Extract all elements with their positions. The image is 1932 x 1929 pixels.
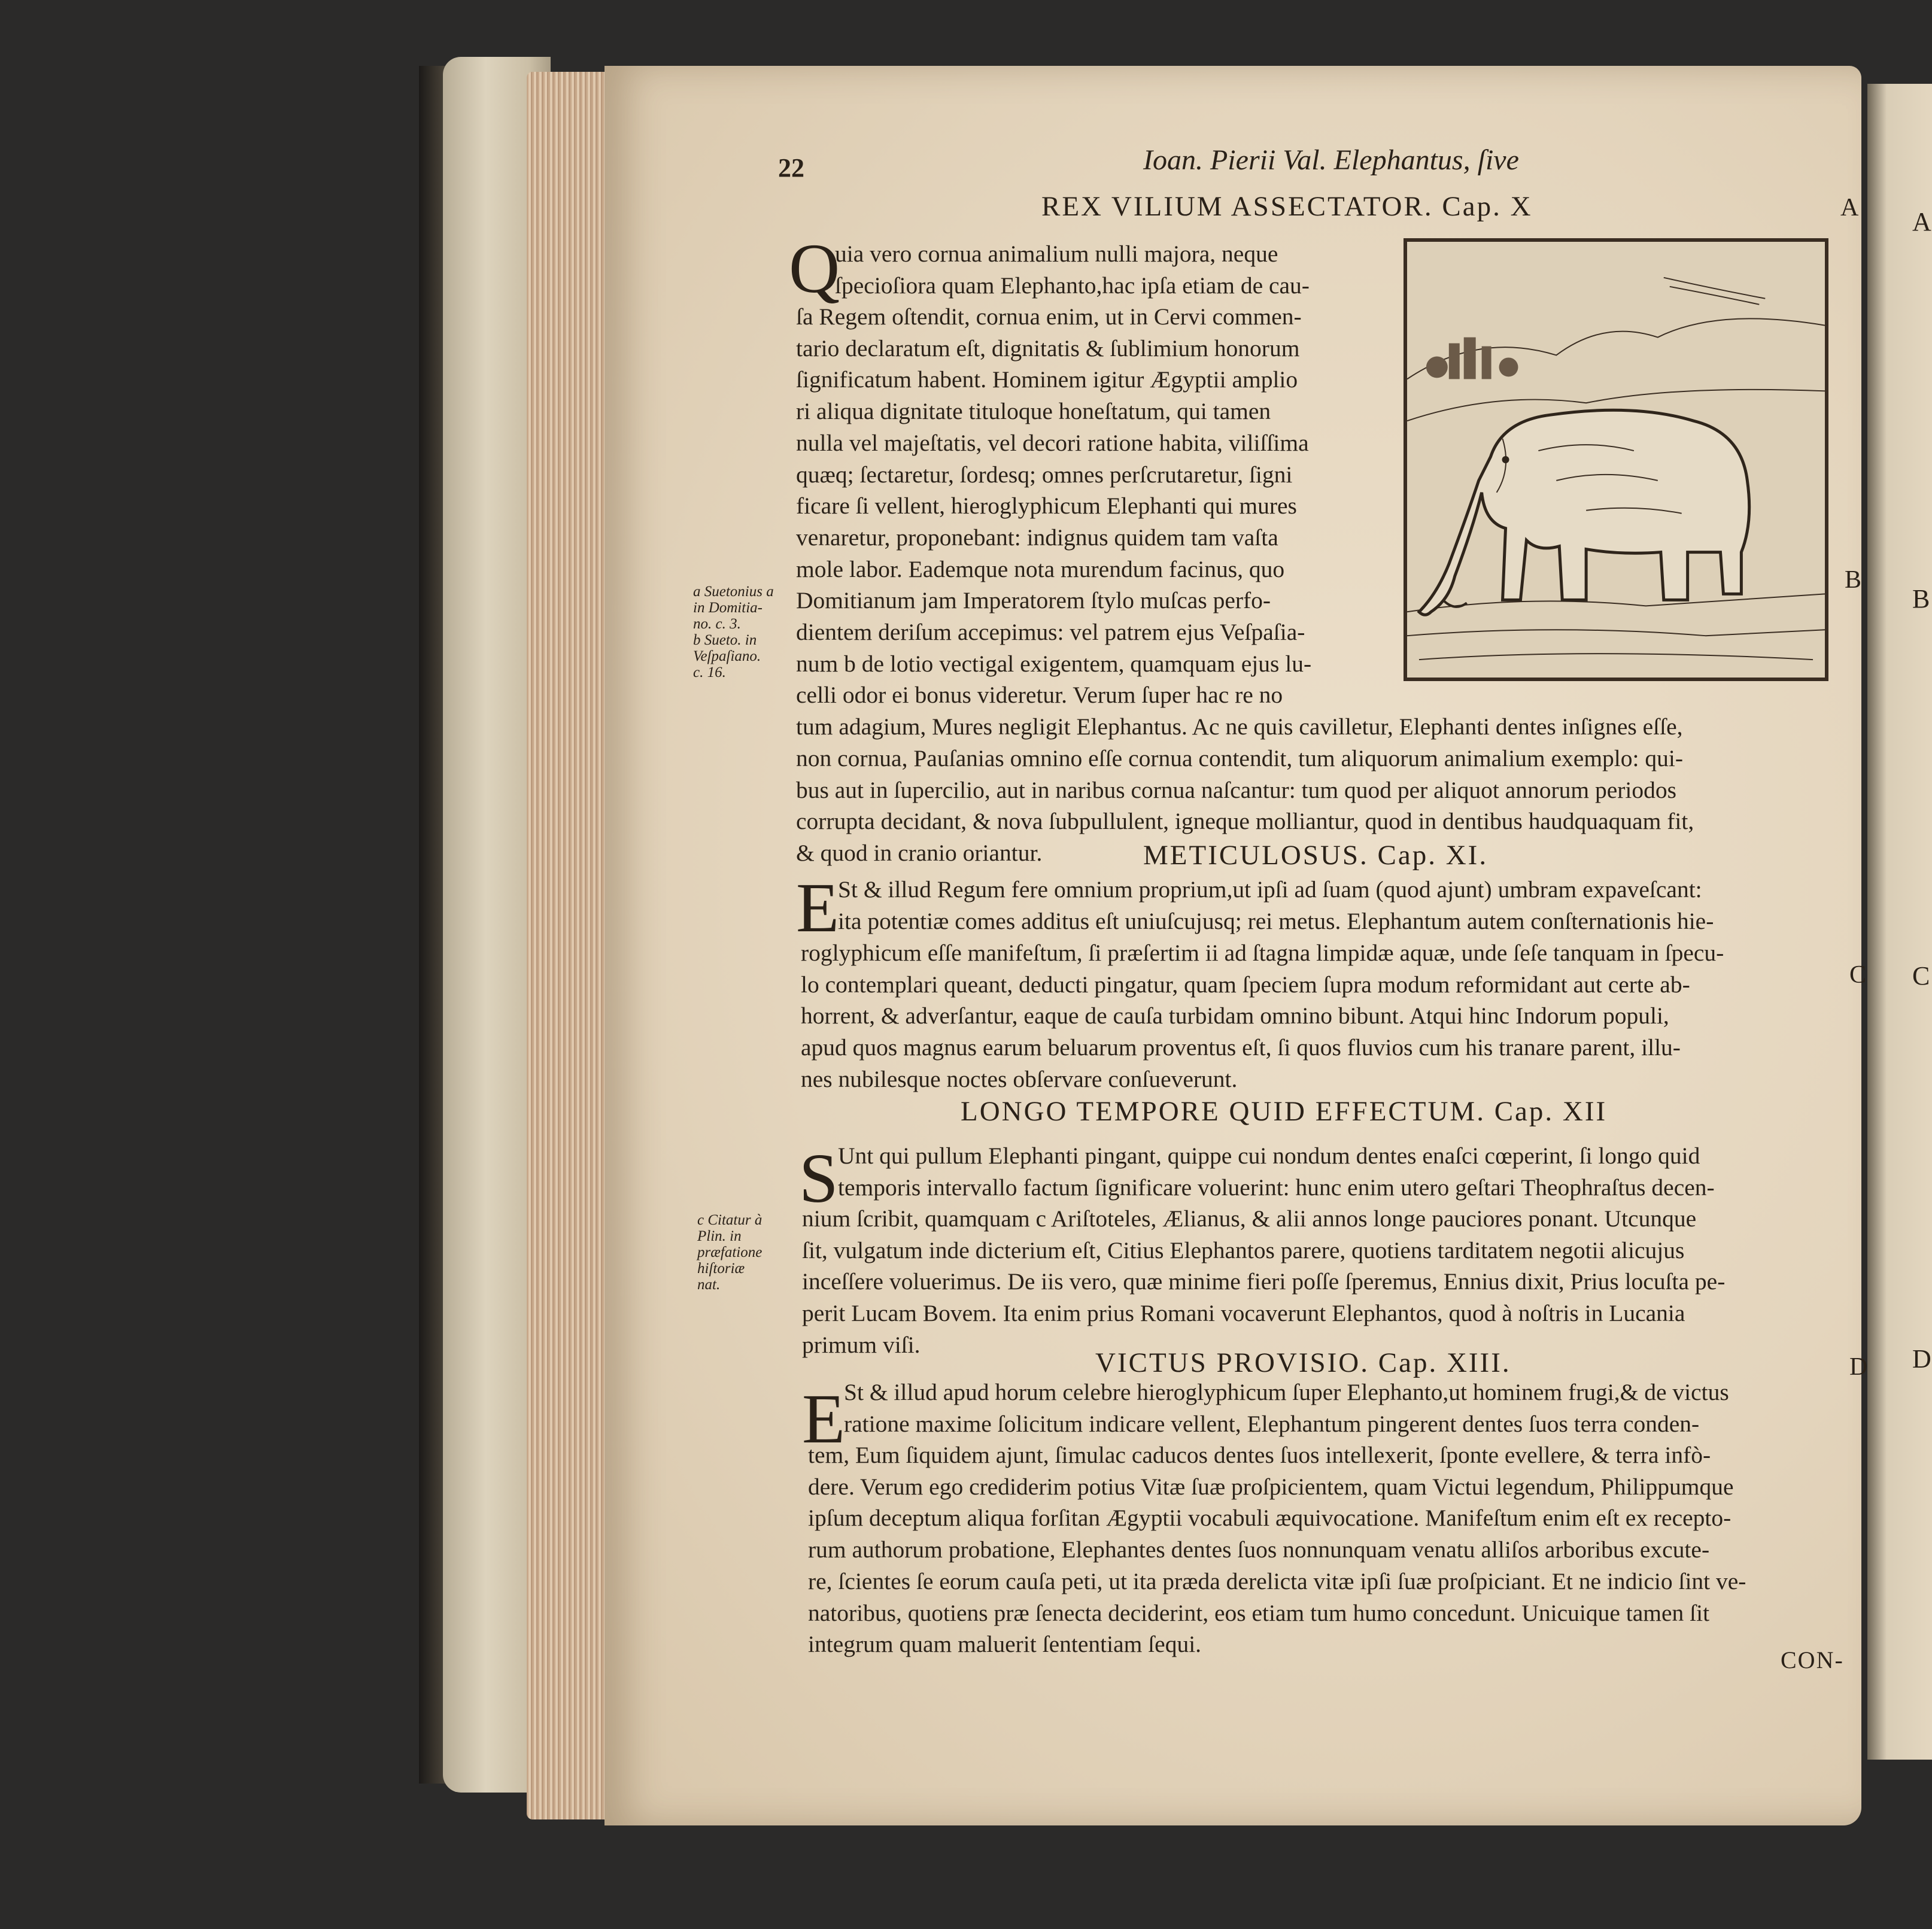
text-line: re, ſcientes ſe eorum cauſa peti, ut ita præda derelicta vitæ ipſi ſuæ proſpiciant. Et ne indicio ſint ve- bbox=[808, 1567, 1746, 1594]
note-line: b Sueto. in bbox=[693, 632, 757, 648]
text-line: mole labor. Eademque nota murendum facinus, quo bbox=[796, 555, 1285, 582]
section-heading bbox=[1143, 839, 1488, 871]
chapter-label: Cap. X bbox=[1442, 191, 1533, 222]
text-line: ſignificatum habent. Hominem igitur Ægyptii amplio bbox=[796, 366, 1298, 393]
note-line: hiſtoriæ bbox=[697, 1260, 745, 1277]
section-heading bbox=[1041, 190, 1533, 223]
text-line: ſa Regem oſtendit, cornua enim, ut in Cervi commen- bbox=[796, 303, 1302, 330]
text-line: tario declaratum eſt, dignitatis & ſublimium honorum bbox=[796, 335, 1300, 362]
paragraph bbox=[801, 937, 1724, 1095]
text-line: apud quos magnus earum beluarum proventus eſt, ſi quos fluvios cum his tranare parent, illu- bbox=[801, 1034, 1681, 1061]
section-title: REX VILIUM ASSECTATOR. bbox=[1041, 191, 1433, 222]
text-line: num b de lotio vectigal exigentem, quamquam ejus lu- bbox=[796, 650, 1312, 677]
margin-letter: A bbox=[1840, 194, 1859, 221]
text-line: corrupta decidant, & nova ſubpullulent, igneque molliantur, quod in dentibus haudquaquam fit, bbox=[796, 808, 1694, 835]
text-line: primum viſi. bbox=[802, 1331, 921, 1358]
facing-page-letter: C bbox=[1912, 961, 1930, 991]
facing-page-letter: D bbox=[1912, 1344, 1931, 1374]
section-title: LONGO TEMPORE QUID EFFECTUM. bbox=[961, 1096, 1486, 1127]
section-title: METICULOSUS. bbox=[1143, 840, 1369, 871]
text-line: St & illud Regum fere omnium proprium,ut ipſi ad ſuam (quod ajunt) umbram expaveſcant: bbox=[838, 876, 1702, 903]
note-line: præfatione bbox=[697, 1244, 763, 1260]
text-line: perit Lucam Bovem. Ita enim prius Romani vocaverunt Elephantos, quod à noſtris in Lucania bbox=[802, 1300, 1685, 1327]
text-line: ita potentiæ comes additus eſt uniuſcujusq; rei metus. Elephantum autem conſternationis hie- bbox=[838, 907, 1714, 934]
text-line: & quod in cranio oriantur. bbox=[796, 839, 1043, 866]
text-line: dere. Verum ego crediderim potius Vitæ ſuæ proſpicientem, quam Victui legendum, Philippumque bbox=[808, 1473, 1734, 1500]
page-number: 22 bbox=[778, 153, 804, 183]
drop-cap: E bbox=[796, 868, 840, 947]
text-line: St & illud apud horum celebre hieroglyphicum ſuper Elephanto,ut hominem frugi,& de victus bbox=[844, 1379, 1729, 1405]
drop-cap: E bbox=[802, 1380, 846, 1458]
margin-note bbox=[697, 1212, 762, 1293]
text-line: ſpecioſiora quam Elephanto,hac ipſa etiam de cau- bbox=[835, 272, 1310, 299]
text-line: lo contemplari queant, deducti pingatur, quam ſpeciem ſupra modum reformidant aut certe ab- bbox=[801, 971, 1690, 998]
drop-cap: S bbox=[799, 1139, 839, 1217]
margin-letter: C bbox=[1849, 961, 1867, 989]
note-line: c Citatur à bbox=[697, 1212, 763, 1228]
paragraph bbox=[808, 1439, 1746, 1660]
text-line: rum authorum probatione, Elephantes dentes ſuos nonnunquam venatu alliſos arboribus excute- bbox=[808, 1536, 1710, 1563]
text-line: dientem deriſum accepimus: vel patrem ejus Veſpaſia- bbox=[796, 619, 1305, 646]
paragraph bbox=[835, 238, 1310, 301]
text-line: ficare ſi vellent, hieroglyphicum Elephanti qui mures bbox=[796, 493, 1297, 520]
text-line: nes nubilesque noctes obſervare conſueverunt. bbox=[801, 1065, 1238, 1092]
drop-cap: Q bbox=[789, 229, 840, 308]
margin-letter: B bbox=[1845, 566, 1862, 594]
paragraph bbox=[838, 874, 1714, 937]
facing-page-edge bbox=[1867, 84, 1932, 1760]
text-line: quæq; ſectaretur, ſordesq; omnes perſcrutaretur, ſigni bbox=[796, 461, 1293, 488]
paragraph bbox=[838, 1140, 1715, 1203]
text-line: venaretur, proponebant: indignus quidem tam vaſta bbox=[796, 524, 1278, 551]
chapter-label: Cap. XI. bbox=[1377, 840, 1489, 871]
text-line: temporis intervallo factum ſignificare voluerint: hunc enim utero geſtari Theophraſtus decen- bbox=[838, 1174, 1715, 1201]
text-line: horrent, & adverſantur, eaque de cauſa turbidam omnino bibunt. Atqui hinc Indorum populi, bbox=[801, 1003, 1669, 1029]
text-line: roglyphicum eſſe manifeſtum, ſi præſertim ii ad ſtagna limpidæ aquæ, unde ſeſe tanquam in ſpecu- bbox=[801, 940, 1724, 966]
note-line: c. 16. bbox=[693, 664, 726, 681]
note-line: in Domitia- bbox=[693, 600, 763, 616]
text-line: uia vero cornua animalium nulli majora, neque bbox=[835, 241, 1278, 267]
text-line: tum adagium, Mures negligit Elephantus. Ac ne quis cavilletur, Elephanti dentes inſignes eſſe, bbox=[796, 713, 1683, 740]
text-line: integrum quam maluerit ſententiam ſequi. bbox=[808, 1631, 1202, 1658]
text-line: ipſum deceptum aliqua forſitan Ægyptii vocabuli æquivocatione. Manifeſtum enim eſt ex recepto- bbox=[808, 1505, 1731, 1532]
chapter-label: Cap. XIII. bbox=[1378, 1347, 1511, 1378]
text-line: bus aut in ſupercilio, aut in naribus cornua naſcantur: tum quod per aliquot annorum periodos bbox=[796, 776, 1677, 803]
note-line: nat. bbox=[697, 1277, 721, 1293]
text-line: ſit, vulgatum inde dicterium eſt, Citius Elephantos parere, quotiens tarditatem negotii alicujus bbox=[802, 1237, 1685, 1263]
section-heading bbox=[1095, 1347, 1511, 1379]
text-line: nulla vel majeſtatis, vel decori ratione habita, viliſſima bbox=[796, 429, 1309, 456]
page-block-edges bbox=[527, 72, 616, 1819]
text-line: ratione maxime ſolicitum indicare vellent, Elephantum pingerent dentes ſuos terra conden- bbox=[844, 1410, 1700, 1437]
text-line: non cornua, Pauſanias omnino eſſe cornua contendit, tum aliquorum animalium exemplo: qui- bbox=[796, 745, 1684, 771]
facing-page-letter: B bbox=[1912, 584, 1930, 613]
note-line: Plin. in bbox=[697, 1228, 742, 1244]
note-line: Veſpaſiano. bbox=[693, 648, 761, 664]
text-line: tem, Eum ſiquidem ajunt, ſimulac caducos dentes ſuos intellexerit, ſponte evellere, & terra infò- bbox=[808, 1442, 1711, 1468]
section-heading bbox=[961, 1095, 1607, 1128]
chapter-label: Cap. XII bbox=[1494, 1096, 1608, 1127]
note-line: no. c. 3. bbox=[693, 616, 741, 632]
running-head: Ioan. Pierii Val. Elephantus, ſive bbox=[1143, 144, 1519, 176]
text-line: inceſſere voluerimus. De iis vero, quæ minime fieri poſſe ſperemus, Ennius dixit, Prius locuſta pe- bbox=[802, 1268, 1726, 1295]
margin-letter: D bbox=[1849, 1353, 1868, 1381]
text-line: nium ſcribit, quamquam c Ariſtoteles, Ælianus, & alii annos longe pauciores ponant. Utcunque bbox=[802, 1205, 1697, 1232]
paragraph bbox=[844, 1377, 1729, 1439]
facing-page-letter: A bbox=[1912, 207, 1931, 236]
section-title: VICTUS PROVISIO. bbox=[1095, 1347, 1369, 1378]
text-line: Unt qui pullum Elephanti pingant, quippe cui nondum dentes enaſci cœperint, ſi longo quid bbox=[838, 1143, 1700, 1169]
text-line: Domitianum jam Imperatorem ſtylo muſcas perfo- bbox=[796, 587, 1271, 614]
elephant-woodcut-icon bbox=[1404, 238, 1828, 681]
text-line: celli odor ei bonus videretur. Verum ſuper hac re no bbox=[796, 682, 1283, 709]
catchword: CON- bbox=[1781, 1647, 1844, 1673]
margin-note bbox=[693, 584, 774, 681]
text-line: natoribus, quotiens præ ſenecta deciderint, eos etiam tum humo concedunt. Unicuique tamen ſit bbox=[808, 1599, 1710, 1626]
note-line: a Suetonius a bbox=[693, 584, 774, 600]
text-line: ri aliqua dignitate tituloque honeſtatum, qui tamen bbox=[796, 398, 1271, 425]
paragraph bbox=[802, 1203, 1725, 1361]
